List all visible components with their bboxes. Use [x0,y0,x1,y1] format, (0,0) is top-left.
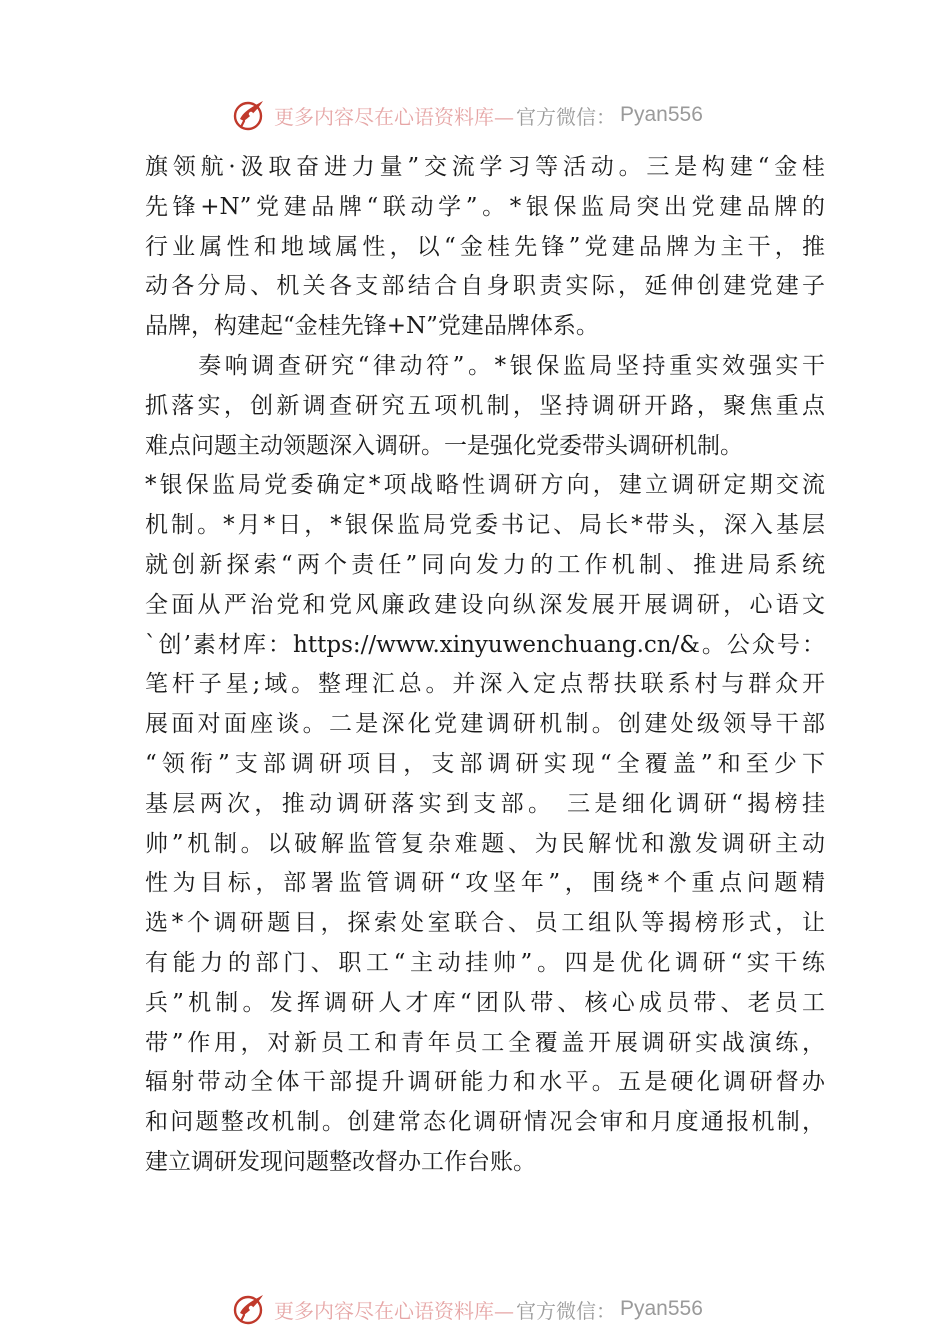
text-line: 性为目标，部署监管调研“攻坚年”，围绕*个重点问题精 [145,870,825,897]
watermark-label: 官方微信： [516,1298,616,1323]
text-line: 难点问题主动领题深入调研。一是强化党委带头调研机制。 [145,432,743,459]
text-line: 展面对面座谈。二是深化党建调研机制。创建处级领导干部 [145,711,825,738]
pen-logo-icon [232,1291,268,1327]
text-line: 全面从严治党和党风廉政建设向纵深发展开展调研，心语文 [145,591,825,618]
footer-watermark [232,1289,703,1329]
text-line: 选*个调研题目，探索处室联合、员工组队等揭榜形式，让 [145,910,825,937]
header-watermark [232,95,703,135]
watermark-text: 更多内容尽在心语资料库— [274,104,514,129]
text-line: 笔杆子星;域。整理汇总。并深入定点帮扶联系村与群众开 [145,671,825,698]
text-line: *银保监局党委确定*项战略性调研方向，建立调研定期交流 [145,472,825,499]
text-line: “领衔”支部调研项目，支部调研实现“全覆盖”和至少下 [145,750,825,777]
text-line: 抓落实，创新调查研究五项机制，坚持调研开路，聚焦重点 [145,392,825,419]
text-line: 动各分局、机关各支部结合自身职责实际，延伸创建党建子 [145,273,825,300]
watermark-label: 官方微信： [516,104,616,129]
text-line: 行业属性和地域属性，以“金桂先锋”党建品牌为主干，推 [145,233,825,260]
pen-logo-icon [232,97,268,133]
text-line: 辐射带动全体干部提升调研能力和水平。五是硬化调研督办 [145,1069,825,1096]
watermark-account: Pyan556 [620,1297,703,1320]
text-line: 先锋+N”党建品牌“联动学”。*银保监局突出党建品牌的 [145,193,825,220]
text-line: `创’素材库：https://www.xinyuwenchuang.cn/&。公众号： [145,631,825,658]
text-line: 建立调研发现问题整改督办工作台账。 [145,1148,536,1175]
text-line: 奏响调查研究“律动符”。*银保监局坚持重实效强实干 [145,352,825,379]
text-line: 兵”机制。发挥调研人才库“团队带、核心成员带、老员工 [145,989,825,1016]
text-line: 品牌，构建起“金桂先锋+N”党建品牌体系。 [145,313,599,340]
watermark-account: Pyan556 [620,103,703,126]
watermark-text: 更多内容尽在心语资料库— [274,1298,514,1323]
text-line: 和问题整改机制。创建常态化调研情况会审和月度通报机制， [145,1109,825,1136]
text-line: 旗领航·汲取奋进力量”交流学习等活动。三是构建“金桂 [145,154,825,180]
text-line: 就创新探索“两个责任”同向发力的工作机制、推进局系统 [145,551,825,578]
text-line: 帅”机制。以破解监管复杂难题、为民解忧和激发调研主动 [145,830,825,857]
text-line: 机制。*月*日，*银保监局党委书记、局长*带头，深入基层 [145,512,825,539]
text-line: 有能力的部门、职工“主动挂帅”。四是优化调研“实干练 [145,949,825,976]
document-body [145,148,825,1183]
text-line: 基层两次，推动调研落实到支部。 三是细化调研“揭榜挂 [145,790,825,817]
text-line: 带”作用，对新员工和青年员工全覆盖开展调研实战演练， [145,1029,825,1056]
